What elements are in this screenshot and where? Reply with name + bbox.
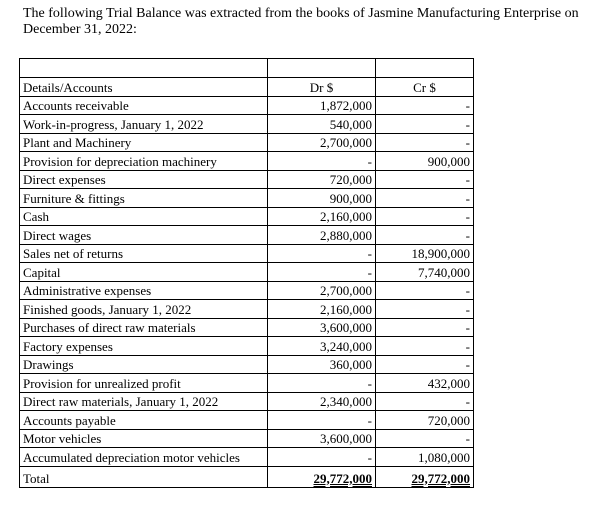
table-row	[20, 300, 474, 319]
account-name: Administrative expenses	[20, 281, 268, 300]
account-name: Provision for unrealized profit	[20, 374, 268, 393]
credit-value: -	[376, 281, 474, 300]
header-details: Details/Accounts	[20, 78, 268, 97]
account-name: Motor vehicles	[20, 429, 268, 448]
account-name: Direct wages	[20, 226, 268, 245]
table-row	[20, 207, 474, 226]
debit-value: 3,600,000	[268, 429, 376, 448]
debit-value: -	[268, 263, 376, 282]
debit-value: 2,340,000	[268, 392, 376, 411]
debit-value: 3,240,000	[268, 337, 376, 356]
credit-value: -	[376, 189, 474, 208]
debit-value: -	[268, 152, 376, 171]
credit-value: 900,000	[376, 152, 474, 171]
account-name: Accounts payable	[20, 411, 268, 430]
debit-value: -	[268, 448, 376, 467]
credit-value: 1,080,000	[376, 448, 474, 467]
table-row	[20, 337, 474, 356]
account-name: Sales net of returns	[20, 244, 268, 263]
account-name: Purchases of direct raw materials	[20, 318, 268, 337]
header-cr: Cr $	[376, 78, 474, 97]
debit-value: -	[268, 411, 376, 430]
debit-value: -	[268, 244, 376, 263]
debit-value: -	[268, 374, 376, 393]
debit-value: 360,000	[268, 355, 376, 374]
table-row	[20, 355, 474, 374]
account-name: Factory expenses	[20, 337, 268, 356]
table-row	[20, 133, 474, 152]
account-name: Accounts receivable	[20, 96, 268, 115]
debit-value: 1,872,000	[268, 96, 376, 115]
account-name: Furniture & fittings	[20, 189, 268, 208]
table-spacer-row	[20, 59, 474, 78]
table-row	[20, 96, 474, 115]
table-row	[20, 263, 474, 282]
spacer-cell	[268, 59, 376, 78]
spacer-cell	[20, 59, 268, 78]
credit-value: -	[376, 355, 474, 374]
account-name: Plant and Machinery	[20, 133, 268, 152]
debit-value: 900,000	[268, 189, 376, 208]
debit-value: 2,880,000	[268, 226, 376, 245]
trial-balance-table	[19, 58, 474, 488]
table-row	[20, 115, 474, 134]
credit-value: -	[376, 170, 474, 189]
table-row	[20, 170, 474, 189]
debit-value: 2,160,000	[268, 300, 376, 319]
debit-value: 540,000	[268, 115, 376, 134]
account-name: Drawings	[20, 355, 268, 374]
credit-value: -	[376, 226, 474, 245]
total-cr-cell	[376, 466, 474, 487]
credit-value: -	[376, 115, 474, 134]
table-row	[20, 411, 474, 430]
table-header-row	[20, 78, 474, 97]
credit-value: -	[376, 318, 474, 337]
table-row	[20, 448, 474, 467]
debit-value: 3,600,000	[268, 318, 376, 337]
debit-value: 2,700,000	[268, 133, 376, 152]
total-label: Total	[20, 466, 268, 487]
debit-value: 2,700,000	[268, 281, 376, 300]
credit-value: 720,000	[376, 411, 474, 430]
table-row	[20, 189, 474, 208]
account-name: Cash	[20, 207, 268, 226]
account-name: Provision for depreciation machinery	[20, 152, 268, 171]
credit-value: -	[376, 392, 474, 411]
table-row	[20, 318, 474, 337]
spacer-cell	[376, 59, 474, 78]
credit-value: -	[376, 337, 474, 356]
table-row	[20, 152, 474, 171]
table-row	[20, 374, 474, 393]
table-row	[20, 392, 474, 411]
credit-value: 7,740,000	[376, 263, 474, 282]
total-row	[20, 466, 474, 487]
debit-value: 2,160,000	[268, 207, 376, 226]
account-name: Accumulated depreciation motor vehicles	[20, 448, 268, 467]
credit-value: -	[376, 96, 474, 115]
credit-value: -	[376, 429, 474, 448]
table-row	[20, 281, 474, 300]
credit-value: 18,900,000	[376, 244, 474, 263]
credit-value: -	[376, 133, 474, 152]
header-dr: Dr $	[268, 78, 376, 97]
total-cr-value: 29,772,000	[411, 470, 470, 486]
account-name: Work-in-progress, January 1, 2022	[20, 115, 268, 134]
credit-value: -	[376, 207, 474, 226]
table-row	[20, 429, 474, 448]
account-name: Direct raw materials, January 1, 2022	[20, 392, 268, 411]
table-row	[20, 244, 474, 263]
account-name: Finished goods, January 1, 2022	[20, 300, 268, 319]
debit-value: 720,000	[268, 170, 376, 189]
table-row	[20, 226, 474, 245]
total-dr-cell	[268, 466, 376, 487]
credit-value: -	[376, 300, 474, 319]
intro-text: The following Trial Balance was extracted from the books of Jasmine Manufacturing Enterprise on December 31, 2022:	[23, 6, 579, 37]
account-name: Capital	[20, 263, 268, 282]
total-dr-value: 29,772,000	[313, 470, 372, 486]
credit-value: 432,000	[376, 374, 474, 393]
account-name: Direct expenses	[20, 170, 268, 189]
